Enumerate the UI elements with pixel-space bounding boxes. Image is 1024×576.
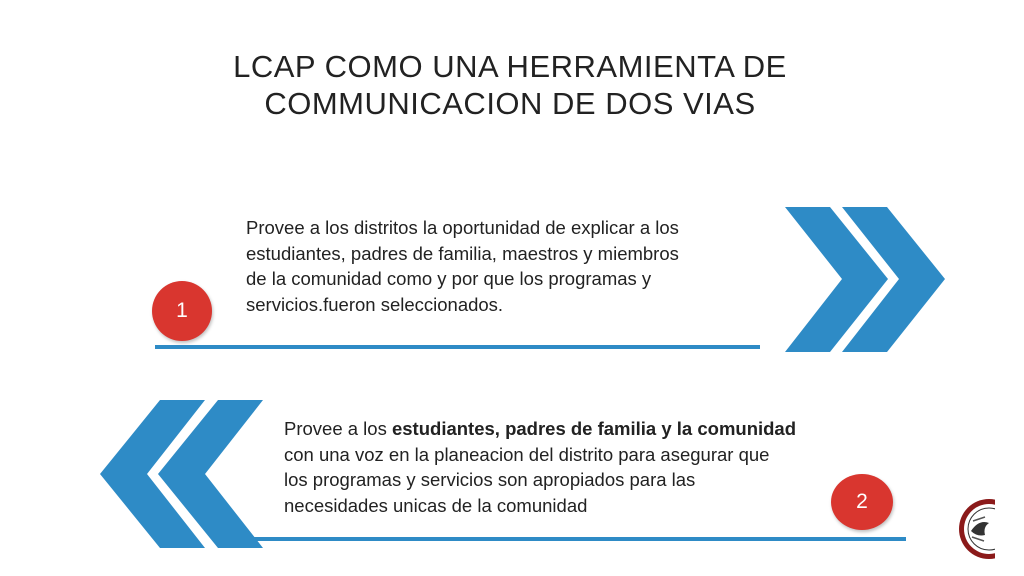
block-2-line: con una voz en la planeacion del distrito para asegurar que <box>284 443 770 465</box>
block-2-line-1-prefix: Provee a los <box>284 418 392 439</box>
title-line-2: COMMUNICACION DE DOS VIAS <box>264 86 756 121</box>
block-1-line: de la comunidad como y por que los programas y <box>246 268 652 289</box>
block-1-line: Provee a los distritos la oportunidad de explicar a los <box>246 217 679 238</box>
double-chevron-left-icon <box>100 400 275 548</box>
block-1-line: estudiantes, padres de familia, maestros y miembros <box>246 242 679 264</box>
block-2-line-1-bold: estudiantes, padres de familia y la comunidad <box>391 418 797 439</box>
slide-title <box>200 48 820 122</box>
double-chevron-right-icon <box>780 207 950 352</box>
block-2-line: los programas y servicios son apropiados para las <box>284 469 696 490</box>
block-1-line: servicios.fueron seleccionados. <box>246 293 504 315</box>
district-seal-logo <box>955 497 995 561</box>
title-line-1: LCAP COMO UNA HERRAMIENTA DE <box>233 49 787 84</box>
block-1-text <box>246 215 776 317</box>
block-2-line: necesidades unicas de la comunidad <box>284 494 588 516</box>
block-2-underline <box>246 537 906 541</box>
block-2-line <box>284 416 904 442</box>
step-badge-2: 2 <box>831 474 893 530</box>
block-1-underline <box>155 345 760 349</box>
block-2-text <box>284 416 904 518</box>
step-badge-1: 1 <box>152 281 212 341</box>
